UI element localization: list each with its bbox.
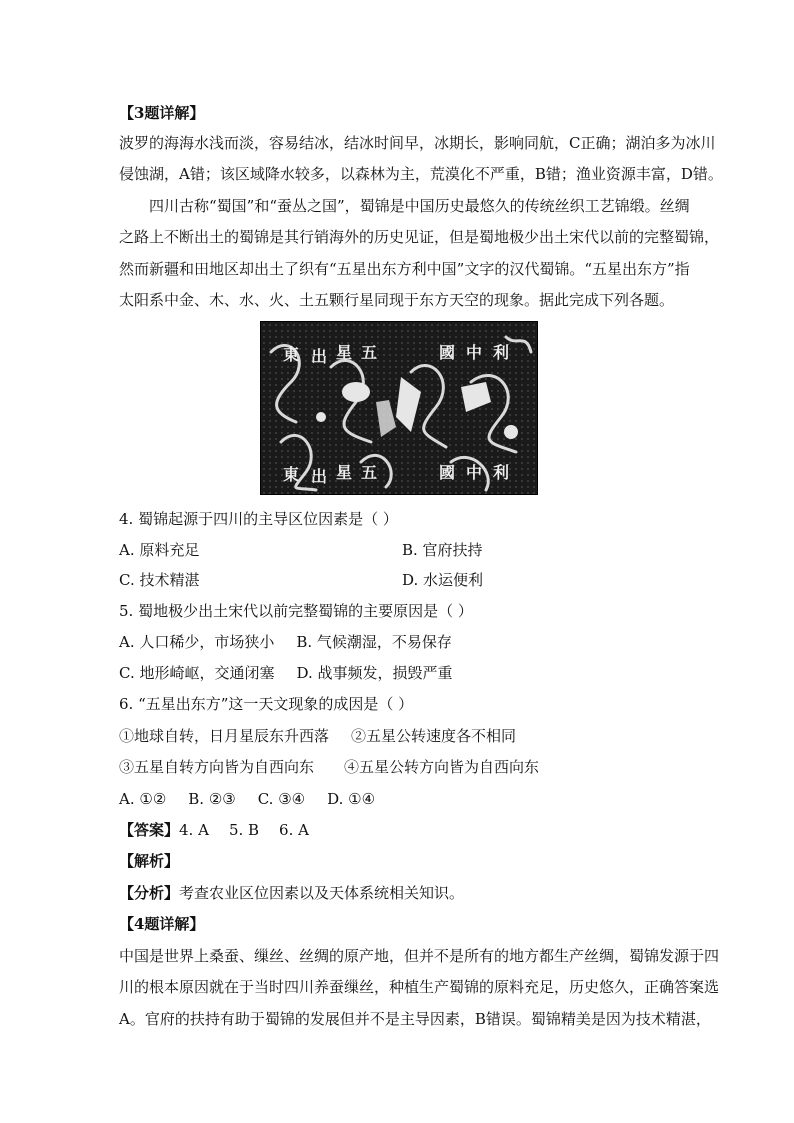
dot-ornament [504,425,518,439]
question-5-option-b: B. 气候潮湿，不易保存 [296,633,452,651]
question-6-choice-c: C. ③④ [257,790,306,808]
shu-brocade-image [260,321,538,495]
answer-4: 4. A [179,821,209,839]
analysis-heading: 【解析】 [119,852,180,870]
question-5-option-d: D. 战事频发，损毁严重 [296,664,453,682]
question-6-statement-4: ④五星公转方向皆为自西向东 [344,758,540,776]
question-4-option-c: C. 技术精湛 [119,571,200,589]
brocade-char: 五 [361,463,378,482]
question-4-stem: 4. 蜀锦起源于四川的主导区位因素是（ ） [119,510,398,528]
brocade-char: 中 [466,343,483,362]
q4-detail-line-1: 中国是世界上桑蚕、缫丝、丝绸的原产地，但并不是所有的地方都生产丝绸，蜀锦发源于四 [119,947,720,965]
question-4-option-a: A. 原料充足 [119,541,200,559]
fenxi-label: 【分析】 [119,884,180,902]
q4-detail-line-3: A。官府的扶持有助于蜀锦的发展但并不是主导因素，B错误。蜀锦精美是因为技术精湛， [119,1010,711,1028]
passage-line-4: 太阳系中金、木、水、火、土五颗行星同现于东方天空的现象。据此完成下列各题。 [119,291,675,309]
question-5-options-row-2 [119,663,453,683]
brocade-char: 利 [493,343,510,362]
bird-figure [342,382,370,402]
question-6-statement-1: ①地球自转，日月星辰东升西落 [119,727,330,745]
brocade-char: 利 [493,463,510,482]
brocade-char: 國 [439,343,456,362]
dot-ornament [316,412,326,422]
question-6-choice-a: A. ①② [119,790,167,808]
question-6-stem: 6. “五星出东方”这一天文现象的成因是（ ） [119,695,414,713]
analysis-fenxi [119,883,464,903]
question-6-choice-d: D. ①④ [327,790,376,808]
answer-label: 【答案】 [119,821,180,839]
question-6-statement-3: ③五星自转方向皆为自西向东 [119,758,315,776]
q4-detail-heading: 【4题详解】 [119,915,205,933]
question-5-option-a: A. 人口稀少，市场狭小 [119,633,275,651]
passage-line-3: 然而新疆和田地区却出土了织有“五星出东方利中国”文字的汉代蜀锦。“五星出东方”指 [119,260,690,278]
question-5-stem: 5. 蜀地极少出土宋代以前完整蜀锦的主要原因是（ ） [119,602,473,620]
brocade-char: 星 [336,343,353,362]
brocade-char: 星 [336,463,353,482]
fenxi-text: 考查农业区位因素以及天体系统相关知识。 [179,884,465,902]
answer-5: 5. B [228,821,260,839]
answer-line [119,820,309,840]
question-6-choice-b: B. ②③ [188,790,236,808]
brocade-char: 五 [361,343,378,362]
brocade-char: 出 [311,347,328,366]
question-5-option-c: C. 地形崎岖，交通闭塞 [119,664,275,682]
brocade-char: 東 [283,465,300,484]
brocade-pattern [261,322,537,494]
question-4-options-row-2 [119,570,484,590]
brocade-char: 出 [311,467,328,486]
brocade-char: 中 [466,463,483,482]
brocade-char: 國 [439,463,456,482]
question-6-choices [119,789,375,809]
question-4-option-b: B. 官府扶持 [402,541,483,559]
q4-detail-line-2: 川的根本原因就在于当时四川养蚕缫丝，种植生产蜀锦的原料充足，历史悠久，正确答案选 [119,978,720,996]
passage-line-2: 之路上不断出土的蜀锦是其行销海外的历史见证，但是蜀地极少出土宋代以前的完整蜀锦， [119,228,720,246]
q3-detail-line-1: 波罗的海海水浅而淡，容易结冰，结冰时间早，冰期长，影响同航，C正确；湖泊多为冰川 [119,134,716,152]
q3-detail-heading: 【3题详解】 [119,104,205,122]
passage-line-1: 四川古称“蜀国”和“蚕丛之国”，蜀锦是中国历史最悠久的传统丝织工艺锦缎。丝绸 [149,197,690,215]
question-6-statements-row-2 [119,757,539,777]
brocade-char: 東 [283,345,300,364]
question-5-options-row-1 [119,632,452,652]
question-4-options-row-1 [119,540,483,560]
answer-6: 6. A [279,821,309,839]
question-6-statements-row-1 [119,726,516,746]
question-6-statement-2: ②五星公转速度各不相同 [351,727,517,745]
question-4-option-d: D. 水运便利 [402,571,484,589]
q3-detail-line-2: 侵蚀湖，A错；该区域降水较多，以森林为主，荒漠化不严重，B错；渔业资源丰富，D错。 [119,165,723,183]
